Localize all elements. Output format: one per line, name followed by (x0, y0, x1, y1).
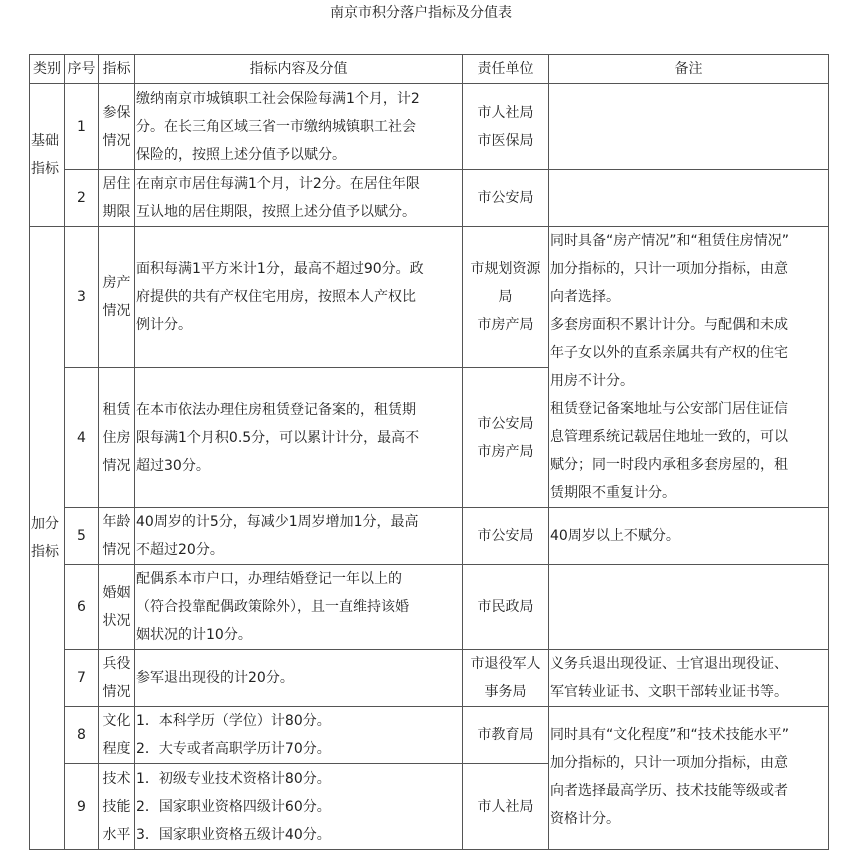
row-no: 4 (65, 368, 99, 508)
category-bonus: 加分 指标 (30, 227, 65, 850)
row-indicator: 房产 情况 (99, 227, 135, 368)
row-note (549, 565, 829, 650)
category-basic: 基础 指标 (30, 84, 65, 227)
header-note: 备注 (549, 55, 829, 84)
row-unit: 市人社局 市医保局 (463, 84, 549, 170)
table-row (30, 565, 829, 650)
row-note (549, 84, 829, 170)
table-row (30, 650, 829, 707)
note-housing: 同时具备“房产情况”和“租赁住房情况” 加分指标的，只计一项加分指标，由意 向者选择。 多套房面积不累计计分。与配偶和未成 年子女以外的直系亲属共有产权的住宅 用房不计分。 租赁登记备案地址与公安部门居住证信 息管理系统记载居住地址一致的，可以 赋分；同一时段内承租多套房屋的，租 赁期限不重复计分。 (549, 227, 829, 508)
row-no: 7 (65, 650, 99, 707)
header-no: 序号 (65, 55, 99, 84)
row-note (549, 170, 829, 227)
row-content: 在南京市居住每满1个月，计2分。在居住年限 互认地的居住期限，按照上述分值予以赋分。 (135, 170, 463, 227)
row-indicator: 居住 期限 (99, 170, 135, 227)
row-content: 缴纳南京市城镇职工社会保险每满1个月，计2 分。在长三角区域三省一市缴纳城镇职工社会 保险的，按照上述分值予以赋分。 (135, 84, 463, 170)
header-row (30, 55, 829, 84)
header-unit: 责任单位 (463, 55, 549, 84)
table-row (30, 227, 829, 368)
row-no: 3 (65, 227, 99, 368)
row-unit: 市公安局 市房产局 (463, 368, 549, 508)
row-content: 40周岁的计5分，每减少1周岁增加1分，最高 不超过20分。 (135, 508, 463, 565)
header-category: 类别 (30, 55, 65, 84)
row-no: 2 (65, 170, 99, 227)
points-table (29, 54, 829, 850)
table-row (30, 707, 829, 764)
row-indicator: 参保 情况 (99, 84, 135, 170)
row-no: 8 (65, 707, 99, 764)
row-no: 5 (65, 508, 99, 565)
row-no: 1 (65, 84, 99, 170)
row-indicator: 年龄 情况 (99, 508, 135, 565)
note-education: 同时具有“文化程度”和“技术技能水平” 加分指标的，只计一项加分指标，由意 向者选择最高学历、技术技能等级或者 资格计分。 (549, 707, 829, 850)
table-row (30, 508, 829, 565)
note-age: 40周岁以上不赋分。 (549, 508, 829, 565)
note-military: 义务兵退出现役证、士官退出现役证、 军官转业证书、文职干部转业证书等。 (549, 650, 829, 707)
row-unit: 市公安局 (463, 170, 549, 227)
header-content: 指标内容及分值 (135, 55, 463, 84)
row-content: 面积每满1平方米计1分，最高不超过90分。政 府提供的共有产权住宅用房，按照本人产权比 例计分。 (135, 227, 463, 368)
row-unit: 市公安局 (463, 508, 549, 565)
row-unit: 市规划资源 局 市房产局 (463, 227, 549, 368)
row-content: 在本市依法办理住房租赁登记备案的，租赁期 限每满1个月积0.5分，可以累计计分，最高不 超过30分。 (135, 368, 463, 508)
row-indicator: 租赁 住房 情况 (99, 368, 135, 508)
row-unit: 市民政局 (463, 565, 549, 650)
row-indicator: 技术 技能 水平 (99, 764, 135, 850)
row-no: 6 (65, 565, 99, 650)
table-row (30, 84, 829, 170)
row-content: 配偶系本市户口，办理结婚登记一年以上的 （符合投靠配偶政策除外），且一直维持该婚 姻状况的计10分。 (135, 565, 463, 650)
row-indicator: 婚姻 状况 (99, 565, 135, 650)
page-title: 南京市积分落户指标及分值表 (330, 5, 512, 21)
table-row (30, 170, 829, 227)
row-indicator: 兵役 情况 (99, 650, 135, 707)
row-unit: 市退役军人 事务局 (463, 650, 549, 707)
row-content: 1．初级专业技术资格计80分。 2．国家职业资格四级计60分。 3．国家职业资格五级计40分。 (135, 764, 463, 850)
row-content: 参军退出现役的计20分。 (135, 650, 463, 707)
row-no: 9 (65, 764, 99, 850)
header-indicator: 指标 (99, 55, 135, 84)
row-unit: 市人社局 (463, 764, 549, 850)
row-unit: 市教育局 (463, 707, 549, 764)
row-content: 1．本科学历（学位）计80分。 2．大专或者高职学历计70分。 (135, 707, 463, 764)
row-indicator: 文化 程度 (99, 707, 135, 764)
